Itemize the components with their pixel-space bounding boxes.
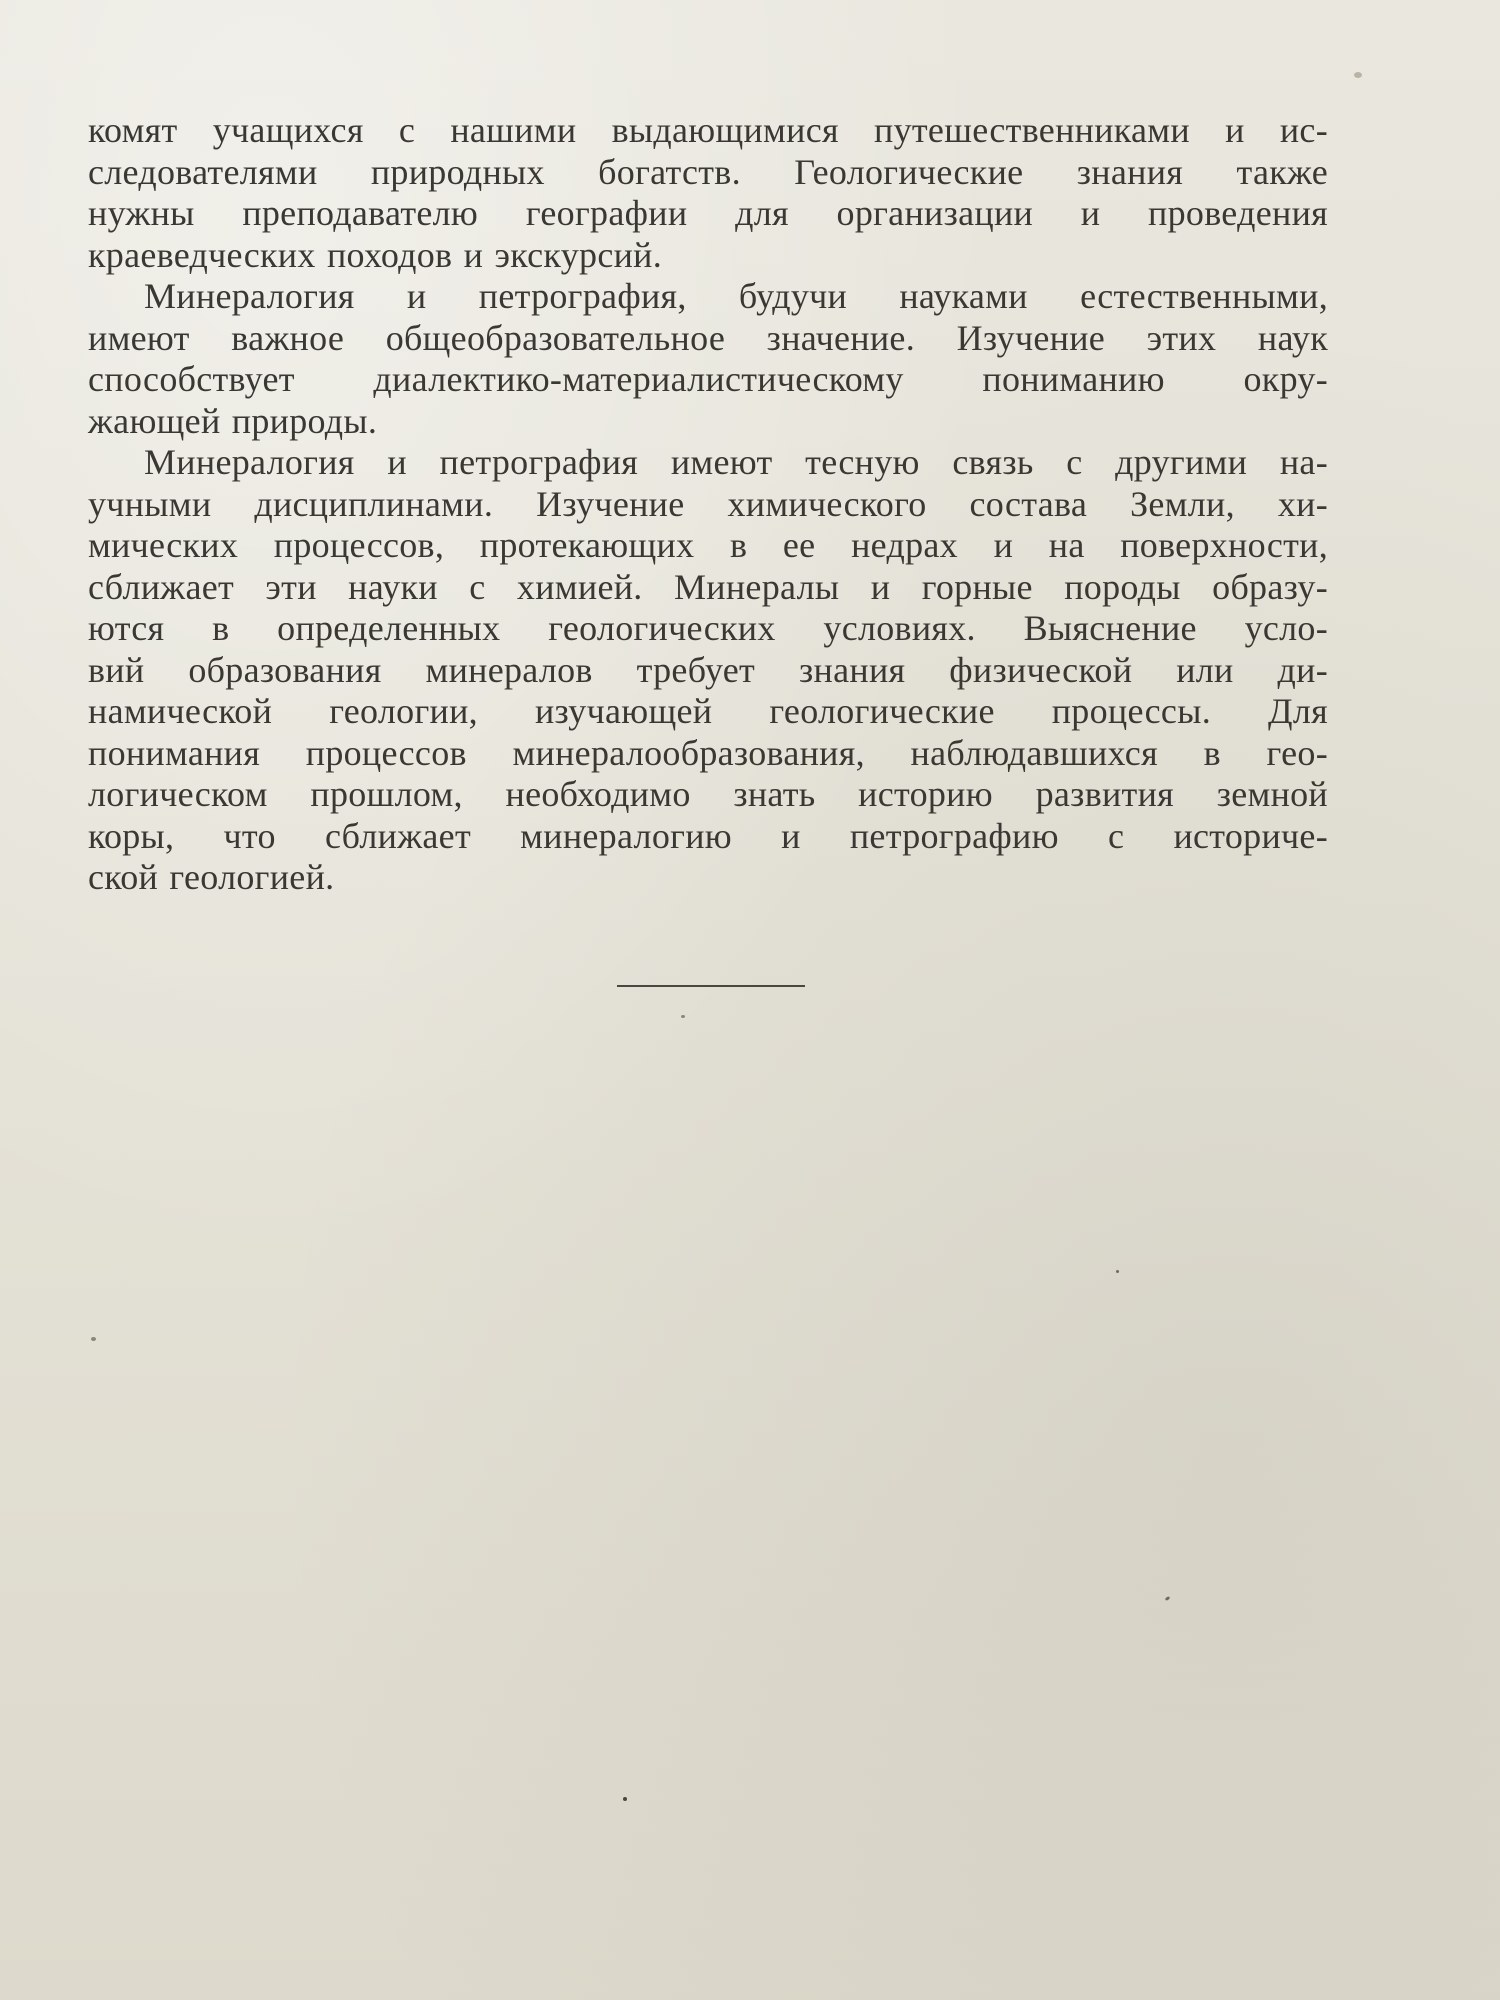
text-line: мических процессов, протекающих в ее недрах и на поверхности,	[88, 525, 1328, 565]
paper-speck	[623, 1797, 627, 1801]
paper-speck	[1165, 1596, 1171, 1601]
paper-speck	[681, 1015, 685, 1018]
paper-speck	[91, 1337, 96, 1341]
text-line: краеведческих походов и экскурсий.	[88, 234, 663, 275]
text-line: намической геологии, изучающей геологические процессы. Для	[88, 691, 1328, 731]
text-line: нужны преподавателю географии для организации и проведения	[88, 193, 1328, 233]
paper-speck	[1116, 1270, 1119, 1273]
body-text	[88, 110, 1328, 899]
paper-speck	[1354, 72, 1362, 78]
paragraph-3	[88, 442, 1328, 899]
text-line: следователями природных богатств. Геологические знания также	[88, 151, 1328, 192]
text-line: коры, что сближает минералогию и петрографию с историче-	[88, 815, 1328, 856]
text-line: учными дисциплинами. Изучение химического состава Земли, хи-	[88, 483, 1328, 524]
text-line: комят учащихся с нашими выдающимися путешественниками и ис-	[88, 110, 1328, 150]
text-line: вий образования минералов требует знания физической или ди-	[88, 649, 1328, 690]
section-divider	[617, 985, 805, 987]
paragraph-1	[88, 110, 1328, 276]
text-line: понимания процессов минералообразования, наблюдавшихся в гео-	[88, 732, 1328, 773]
text-line: ской геологией.	[88, 857, 335, 897]
paragraph-2	[88, 276, 1328, 442]
text-line: ются в определенных геологических условиях. Выяснение усло-	[88, 608, 1328, 648]
text-line: жающей природы.	[88, 400, 378, 441]
text-line: способствует диалектико-материалистическому пониманию окру-	[88, 359, 1328, 399]
text-line: Минералогия и петрография, будучи науками естественными,	[144, 276, 1328, 316]
text-line: логическом прошлом, необходимо знать историю развития земной	[88, 774, 1328, 814]
text-line: сближает эти науки с химией. Минералы и горные породы образу-	[88, 566, 1328, 607]
text-line: имеют важное общеобразовательное значение. Изучение этих наук	[88, 317, 1328, 358]
text-line: Минералогия и петрография имеют тесную связь с другими на-	[144, 442, 1328, 482]
